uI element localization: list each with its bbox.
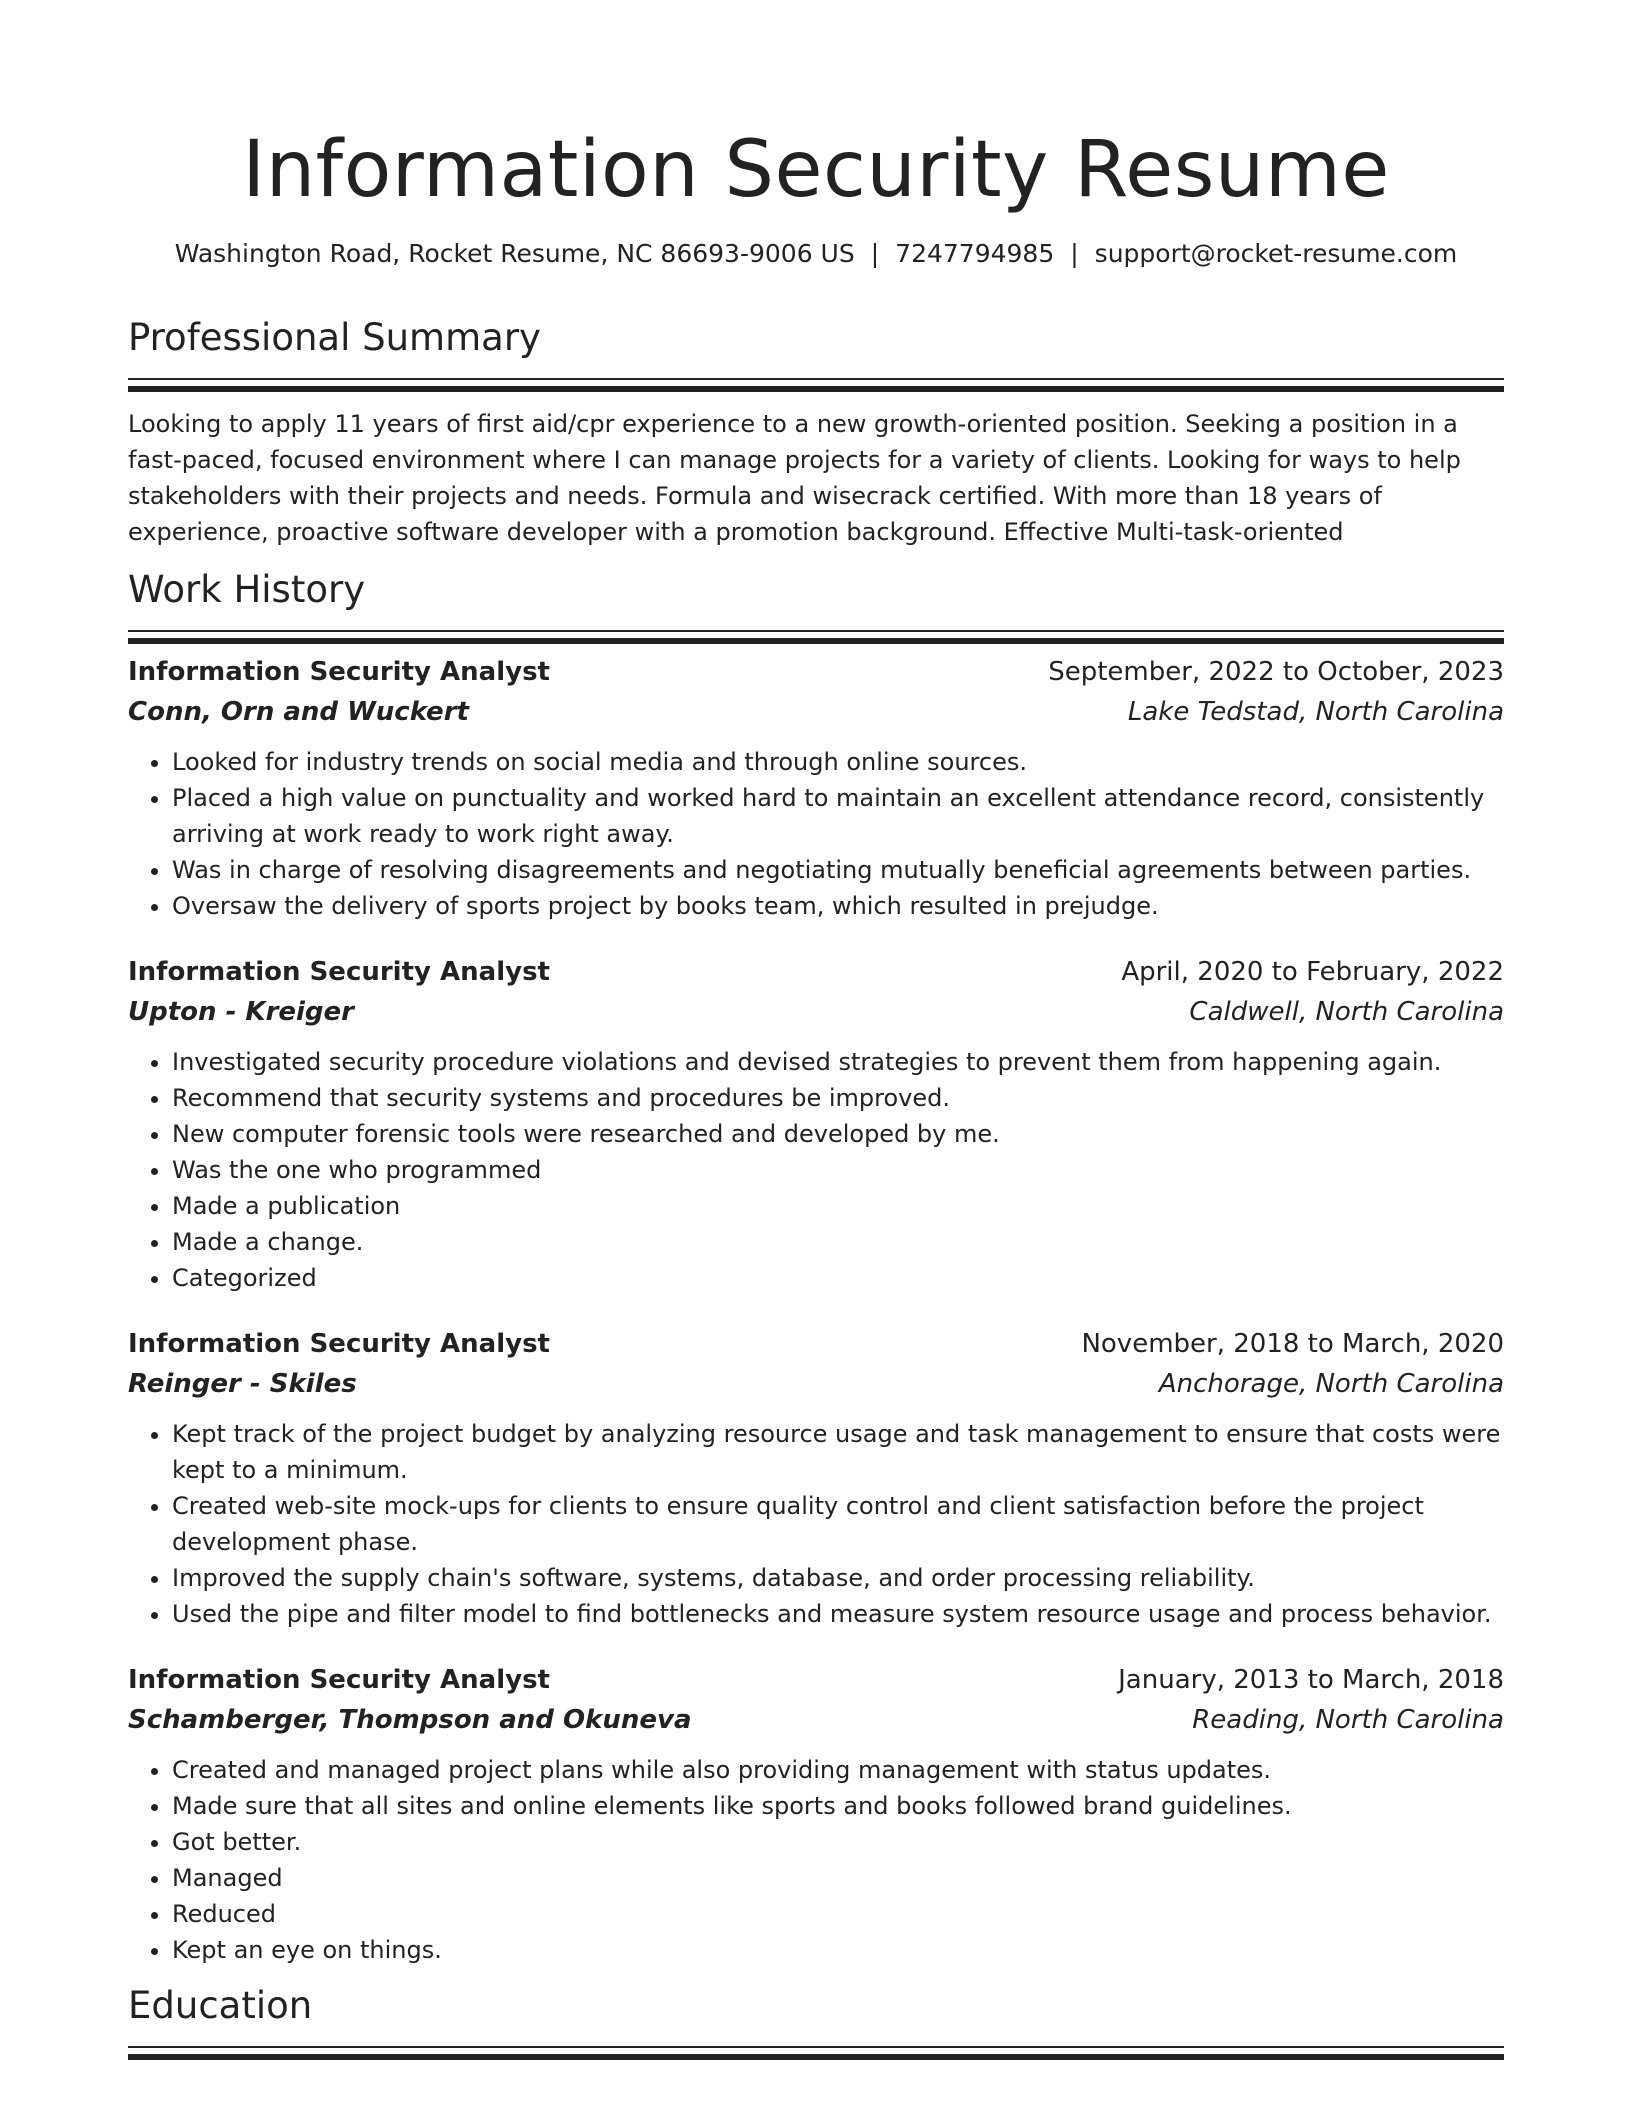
job-dates: April, 2020 to February, 2022 xyxy=(1121,957,1504,987)
job-bullet: • Oversaw the delivery of sports project by books team, which resulted in prejudge. xyxy=(172,888,1504,924)
job-bullet: • Looked for industry trends on social media and through online sources. xyxy=(172,744,1504,780)
job-bullet: • Was the one who programmed xyxy=(172,1152,1504,1188)
job-location: Caldwell, North Carolina xyxy=(1189,997,1504,1027)
job-header-row xyxy=(128,952,1504,992)
job-title: Information Security Analyst xyxy=(128,1665,550,1695)
job-dates: January, 2013 to March, 2018 xyxy=(1118,1665,1504,1695)
contact-separator: | xyxy=(1070,239,1079,268)
section-divider xyxy=(128,2046,1504,2052)
job-bullet: • Managed xyxy=(172,1860,1504,1896)
job-bullet: • Made a publication xyxy=(172,1188,1504,1224)
job-company-row xyxy=(128,692,1504,732)
job-bullets xyxy=(128,744,1504,924)
job-bullet: • Kept track of the project budget by analyzing resource usage and task management to ensure that costs were kept to a minimum. xyxy=(172,1416,1504,1488)
section-divider xyxy=(128,630,1504,636)
summary-heading: Professional Summary xyxy=(128,316,541,359)
job-header-row xyxy=(128,652,1504,692)
education-section xyxy=(128,1982,1504,2052)
summary-section xyxy=(128,314,1504,550)
resume-page xyxy=(128,0,1504,2052)
job-header-row xyxy=(128,1324,1504,1364)
job-bullet: • Was in charge of resolving disagreements and negotiating mutually beneficial agreements between parties. xyxy=(172,852,1504,888)
job-bullet: • Got better. xyxy=(172,1824,1504,1860)
job-bullet: • Kept an eye on things. xyxy=(172,1932,1504,1968)
job-location: Anchorage, North Carolina xyxy=(1158,1369,1504,1399)
job-bullet: • New computer forensic tools were researched and developed by me. xyxy=(172,1116,1504,1152)
job-company: Reinger - Skiles xyxy=(128,1369,357,1399)
work-history-section xyxy=(128,566,1504,1968)
job-company: Upton - Kreiger xyxy=(128,997,355,1027)
job-bullet: • Made a change. xyxy=(172,1224,1504,1260)
job-bullet: • Reduced xyxy=(172,1896,1504,1932)
summary-text: Looking to apply 11 years of first aid/cpr experience to a new growth-oriented position. Seeking a position in a fast-paced, focused environment where I can manage projects for a variety of clients. Looking for ways to help stakeholders with their projects and needs. Formula and wisecrack certified. With more than 18 years of experience, proactive software developer with a promotion background. Effective Multi-task-oriented xyxy=(128,410,1461,546)
job-company-row xyxy=(128,1700,1504,1740)
contact-phone: 7247794985 xyxy=(895,239,1055,268)
education-heading: Education xyxy=(128,1984,313,2027)
job-bullet: • Created and managed project plans while also providing management with status updates. xyxy=(172,1752,1504,1788)
contact-email: support@rocket-resume.com xyxy=(1094,239,1458,268)
job-bullet: • Investigated security procedure violations and devised strategies to prevent them from happening again. xyxy=(172,1044,1504,1080)
resume-title: Information Security Resume xyxy=(242,125,1390,215)
job-bullet: • Improved the supply chain's software, systems, database, and order processing reliability. xyxy=(172,1560,1504,1596)
job-title: Information Security Analyst xyxy=(128,657,550,687)
job-company-row xyxy=(128,1364,1504,1404)
job-title: Information Security Analyst xyxy=(128,957,550,987)
job-bullet: • Created web-site mock-ups for clients to ensure quality control and client satisfaction before the project development phase. xyxy=(172,1488,1504,1560)
job-dates: September, 2022 to October, 2023 xyxy=(1048,657,1504,687)
section-divider xyxy=(128,378,1504,384)
job-dates: November, 2018 to March, 2020 xyxy=(1081,1329,1504,1359)
job-entry xyxy=(128,1324,1504,1632)
job-location: Reading, North Carolina xyxy=(1192,1705,1504,1735)
job-header-row xyxy=(128,1660,1504,1700)
job-company-row xyxy=(128,992,1504,1032)
job-location: Lake Tedstad, North Carolina xyxy=(1127,697,1504,727)
job-company: Conn, Orn and Wuckert xyxy=(128,697,469,727)
job-bullet: • Recommend that security systems and procedures be improved. xyxy=(172,1080,1504,1116)
job-entry xyxy=(128,952,1504,1296)
job-bullet: • Placed a high value on punctuality and worked hard to maintain an excellent attendance record, consistently arriving at work ready to work right away. xyxy=(172,780,1504,852)
work-history-heading: Work History xyxy=(128,568,366,611)
contact-address: Washington Road, Rocket Resume, NC 86693-9006 US xyxy=(174,239,855,268)
job-bullet: • Used the pipe and filter model to find bottlenecks and measure system resource usage and process behavior. xyxy=(172,1596,1504,1632)
job-company: Schamberger, Thompson and Okuneva xyxy=(128,1705,692,1735)
job-bullet: • Made sure that all sites and online elements like sports and books followed brand guidelines. xyxy=(172,1788,1504,1824)
job-bullets xyxy=(128,1416,1504,1632)
job-bullets xyxy=(128,1044,1504,1296)
job-entry xyxy=(128,1660,1504,1968)
job-entry xyxy=(128,652,1504,924)
job-bullet: • Categorized xyxy=(172,1260,1504,1296)
contact-separator: | xyxy=(870,239,880,268)
job-bullets xyxy=(128,1752,1504,1968)
job-title: Information Security Analyst xyxy=(128,1329,550,1359)
contact-line xyxy=(128,236,1504,272)
